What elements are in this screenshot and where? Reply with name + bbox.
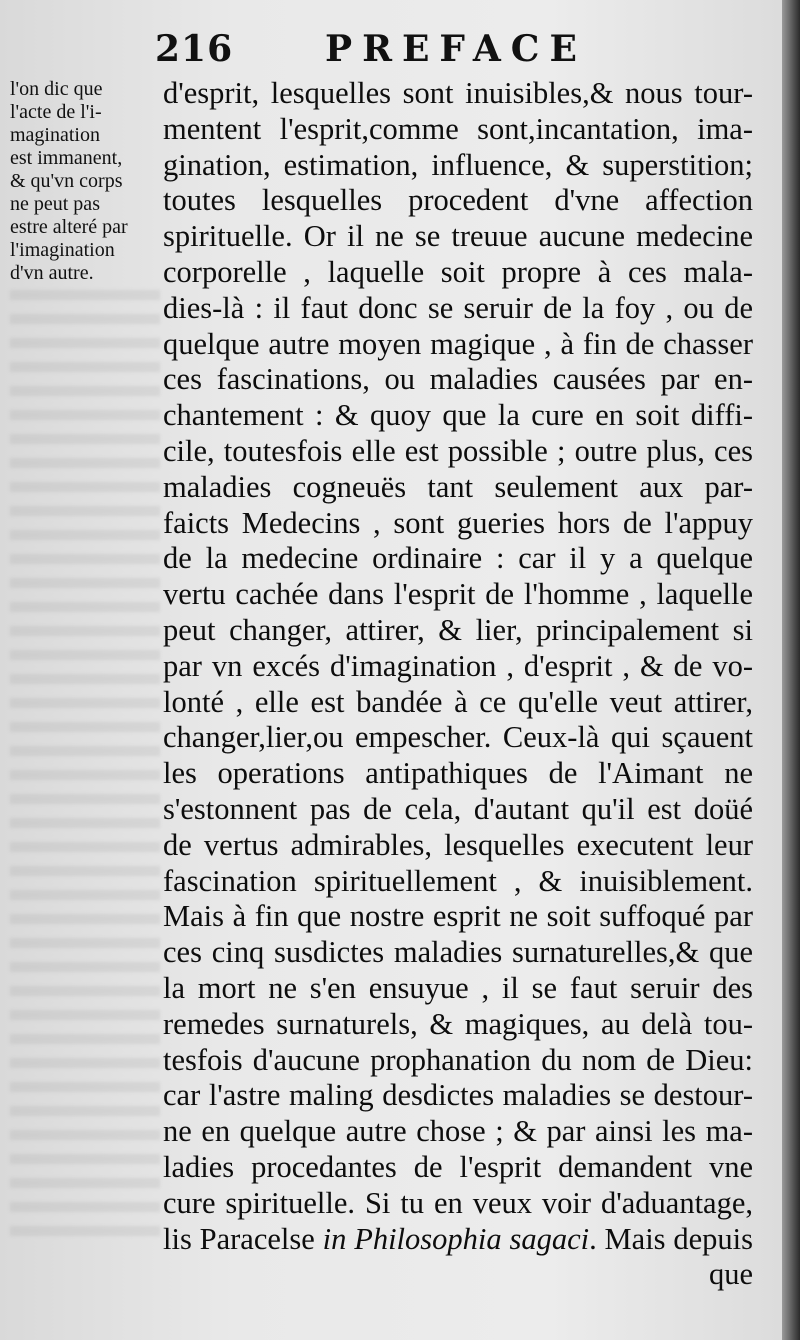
text-line: faicts Medecins , sont gueries hors de l'appuy (163, 505, 753, 540)
text-line: spirituelle. Or il ne se treuue aucune medecine (163, 219, 753, 254)
page-number: 216 (155, 28, 234, 70)
text-line: maladies cogneuës tant seulement aux par- (163, 469, 753, 504)
running-title: PREFACE (325, 28, 587, 70)
text-line: s'estonnent pas de cela, d'autant qu'il est doüé (163, 791, 753, 826)
page-edge-shadow (782, 0, 800, 1340)
text-line: d'esprit, lesquelles sont inuisibles,& nous tour- (163, 76, 753, 110)
text-line: fascination spirituellement , & inuisiblement. (163, 863, 753, 898)
text-line: corporelle , laquelle soit propre à ces mala- (163, 254, 753, 289)
text-line: Mais à fin que nostre esprit ne soit suffoqué par (163, 899, 753, 934)
marginal-line: d'vn autre. (10, 262, 94, 284)
text-line: cile, toutesfois elle est possible ; outre plus, ces (163, 433, 753, 468)
text-line: mentent l'esprit,comme sont,incantation, ima- (163, 111, 753, 146)
marginal-line: ne peut pas (10, 193, 100, 215)
final-line-prefix: lis Paracelse (163, 1221, 323, 1256)
catchword: que (708, 1257, 753, 1292)
final-line-suffix: . Mais depuis (589, 1221, 754, 1256)
text-line: de la medecine ordinaire : car il y a quelque (163, 541, 753, 576)
italic-book-title: in Philosophia sagaci (322, 1221, 590, 1256)
final-text-line (163, 1222, 753, 1258)
marginal-line: l'on dic que (10, 78, 103, 100)
text-line: les operations antipathiques de l'Aimant ne (163, 756, 753, 791)
text-line: vertu cachée dans l'esprit de l'homme , laquelle (163, 577, 753, 612)
text-line: la mort ne s'en ensuyue , il se faut seruir des (163, 970, 753, 1005)
marginal-line: l'acte de l'i- (10, 101, 102, 123)
marginal-note (10, 78, 160, 285)
text-line: gination, estimation, influence, & superstition; (163, 147, 753, 182)
text-line: ladies procedantes de l'esprit demandent vne (163, 1149, 753, 1184)
page-header (150, 22, 750, 72)
text-line: car l'astre maling desdictes maladies se destour- (163, 1078, 753, 1113)
text-line: cure spirituelle. Si tu en veux voir d'aduantage, (163, 1185, 753, 1220)
text-line: de vertus admirables, lesquelles executent leur (163, 827, 753, 862)
text-line: dies-là : il faut donc se seruir de la foy , ou de (163, 290, 753, 325)
body-text (163, 76, 753, 1293)
text-line: lonté , elle est bandée à ce qu'elle veut attirer, (163, 684, 753, 719)
marginal-line: est immanent, (10, 147, 123, 169)
show-through-bleed (10, 290, 160, 1250)
marginal-line: & qu'vn corps (10, 170, 123, 192)
text-line: par vn excés d'imagination , d'esprit , & de vo- (163, 648, 753, 683)
text-line: peut changer, attirer, & lier, principalement si (163, 612, 753, 647)
text-line: toutes lesquelles procedent d'vne affection (163, 183, 753, 218)
text-line: tesfois d'aucune prophanation du nom de Dieu: (163, 1042, 753, 1077)
text-line: changer,lier,ou empescher. Ceux-là qui sçauent (163, 720, 753, 755)
marginal-line: l'imagination (10, 239, 115, 261)
text-line: quelque autre moyen magique , à fin de chasser (163, 326, 753, 361)
text-line: ne en quelque autre chose ; & par ainsi les ma- (163, 1114, 753, 1149)
text-line: remedes surnaturels, & magiques, au delà tou- (163, 1006, 753, 1041)
text-line: ces cinq susdictes maladies surnaturelles,& que (163, 935, 753, 970)
marginal-line: estre alteré par (10, 216, 128, 238)
text-line: chantement : & quoy que la cure en soit diffi- (163, 398, 753, 433)
text-line: ces fascinations, ou maladies causées par en- (163, 362, 753, 397)
marginal-line: magination (10, 124, 100, 146)
